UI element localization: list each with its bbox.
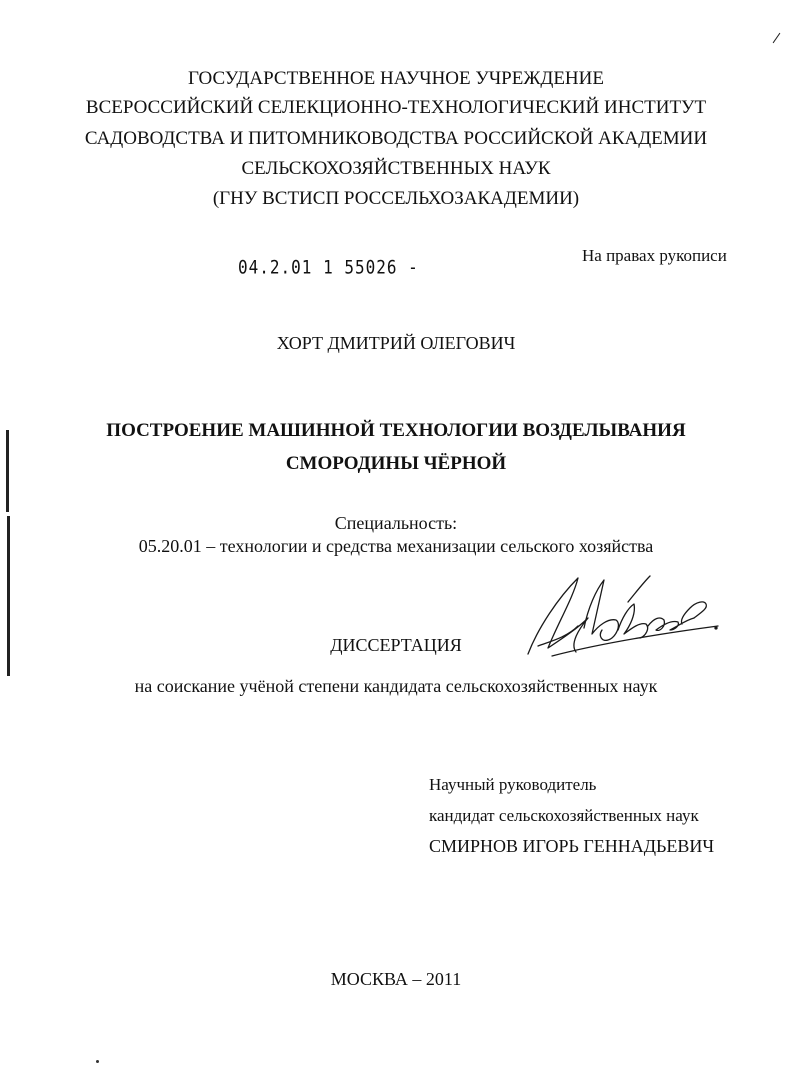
scan-corner-mark: [773, 33, 781, 43]
supervisor-name: СМИРНОВ ИГОРЬ ГЕННАДЬЕВИЧ: [429, 836, 715, 856]
specialty-value: 05.20.01 – технологии и средства механизации сельского хозяйства: [138, 536, 654, 556]
author-name: ХОРТ ДМИТРИЙ ОЛЕГОВИЧ: [276, 333, 516, 353]
scan-speck: [96, 1060, 99, 1063]
document-type: ДИССЕРТАЦИЯ: [330, 635, 462, 655]
registration-number: 04.2.01 1 55026 -: [238, 256, 419, 278]
title-line: ПОСТРОЕНИЕ МАШИННОЙ ТЕХНОЛОГИИ ВОЗДЕЛЫВАНИЯ: [106, 420, 686, 441]
institution-line: (ГНУ ВСТИСП РОССЕЛЬХОЗАКАДЕМИИ): [212, 188, 580, 209]
supervisor-degree: кандидат сельскохозяйственных наук: [429, 806, 699, 825]
specialty-label: Специальность:: [334, 513, 458, 533]
author-signature: [518, 568, 728, 664]
city-year: МОСКВА – 2011: [330, 969, 462, 989]
institution-line: САДОВОДСТВА И ПИТОМНИКОВОДСТВА РОССИЙСКОЙ АКАДЕМИИ: [84, 128, 708, 149]
rights-note: На правах рукописи: [582, 246, 727, 265]
institution-line: ВСЕРОССИЙСКИЙ СЕЛЕКЦИОННО-ТЕХНОЛОГИЧЕСКИЙ ИНСТИТУТ: [85, 97, 707, 118]
supervisor-label: Научный руководитель: [429, 775, 597, 794]
title-line: СМОРОДИНЫ ЧЁРНОЙ: [285, 453, 507, 474]
institution-line: ГОСУДАРСТВЕННОЕ НАУЧНОЕ УЧРЕЖДЕНИЕ: [188, 68, 604, 89]
institution-line: СЕЛЬСКОХОЗЯЙСТВЕННЫХ НАУК: [241, 158, 551, 179]
degree-line: на соискание учёной степени кандидата сельскохозяйственных наук: [134, 676, 658, 696]
